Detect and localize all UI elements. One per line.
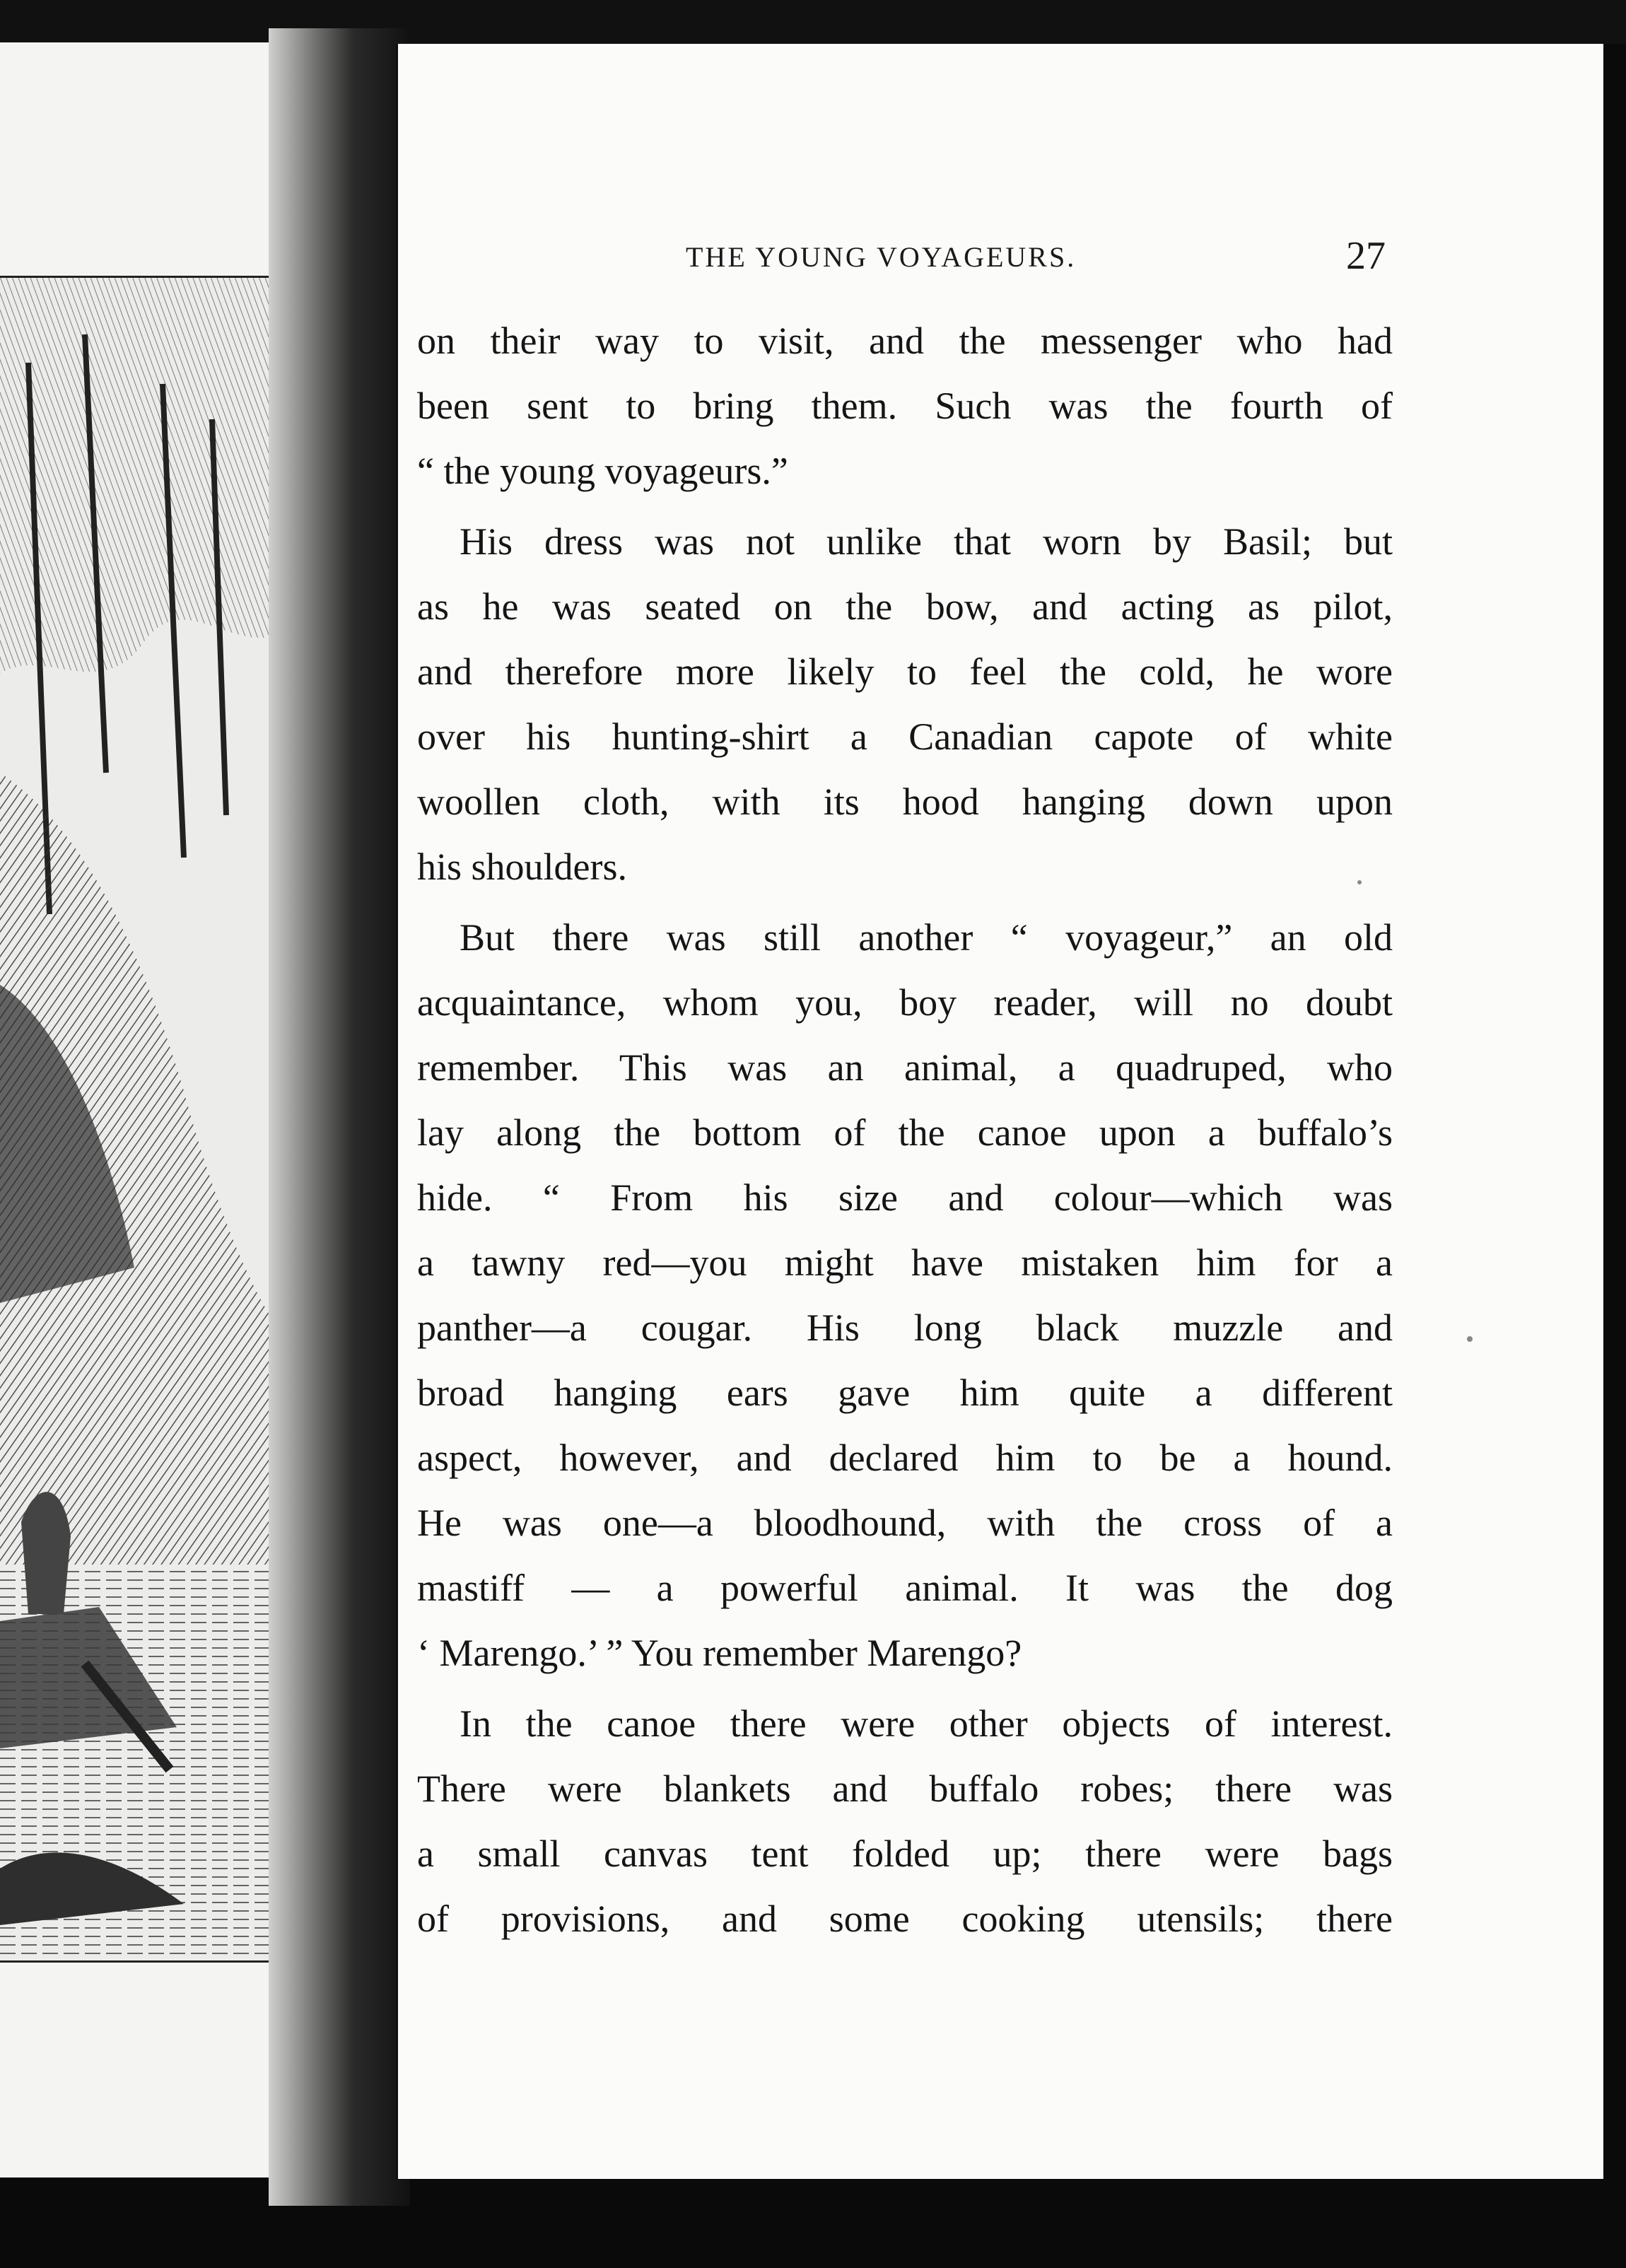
text-line: on their way to visit, and the messenger who had bbox=[417, 320, 1393, 362]
text-line: broad hanging ears gave him quite a different bbox=[417, 1372, 1393, 1414]
text-line: panther—a cougar. His long black muzzle and bbox=[417, 1307, 1393, 1349]
engraving-illustration bbox=[0, 276, 288, 1963]
text-line: hide. “ From his size and colour—which was bbox=[417, 1176, 1393, 1219]
text-line: remember. This was an animal, a quadruped, who bbox=[417, 1046, 1393, 1089]
text-line: ‘ Marengo.’ ” You remember Marengo? bbox=[417, 1632, 1022, 1674]
page-number: 27 bbox=[1346, 234, 1386, 278]
text-line: “ the young voyageurs.” bbox=[417, 450, 788, 492]
engraving-drawing bbox=[0, 278, 286, 1960]
page-header bbox=[686, 233, 1386, 283]
text-line: But there was still another “ voyageur,” an old bbox=[460, 916, 1393, 959]
text-line: lay along the bottom of the canoe upon a buffalo’s bbox=[417, 1111, 1393, 1154]
text-line: mastiff — a powerful animal. It was the dog bbox=[417, 1567, 1393, 1609]
text-line: a small canvas tent folded up; there were bags bbox=[417, 1832, 1393, 1875]
text-line: There were blankets and buffalo robes; there was bbox=[417, 1767, 1393, 1810]
text-line: as he was seated on the bow, and acting as pilot, bbox=[417, 585, 1393, 628]
text-line: a tawny red—you might have mistaken him for a bbox=[417, 1241, 1393, 1284]
text-line: and therefore more likely to feel the cold, he wore bbox=[417, 650, 1393, 693]
running-title: THE YOUNG VOYAGEURS. bbox=[686, 241, 1077, 273]
text-line: acquaintance, whom you, boy reader, will no doubt bbox=[417, 981, 1393, 1024]
stray-dot bbox=[1467, 1336, 1473, 1342]
text-line: He was one—a bloodhound, with the cross of a bbox=[417, 1502, 1393, 1544]
book-gutter-shadow bbox=[269, 28, 410, 2206]
text-line: his shoulders. bbox=[417, 846, 627, 888]
text-line: aspect, however, and declared him to be a hound. bbox=[417, 1437, 1393, 1479]
top-dark-edge bbox=[0, 0, 1626, 44]
text-line: been sent to bring them. Such was the fourth of bbox=[417, 385, 1393, 427]
text-line: In the canoe there were other objects of interest. bbox=[460, 1702, 1393, 1745]
text-line: His dress was not unlike that worn by Basil; but bbox=[460, 520, 1393, 563]
text-line: of provisions, and some cooking utensils; there bbox=[417, 1898, 1393, 1940]
stray-dot bbox=[1357, 880, 1362, 884]
text-line: woollen cloth, with its hood hanging down upon bbox=[417, 781, 1393, 823]
text-line: over his hunting-shirt a Canadian capote of white bbox=[417, 715, 1393, 758]
